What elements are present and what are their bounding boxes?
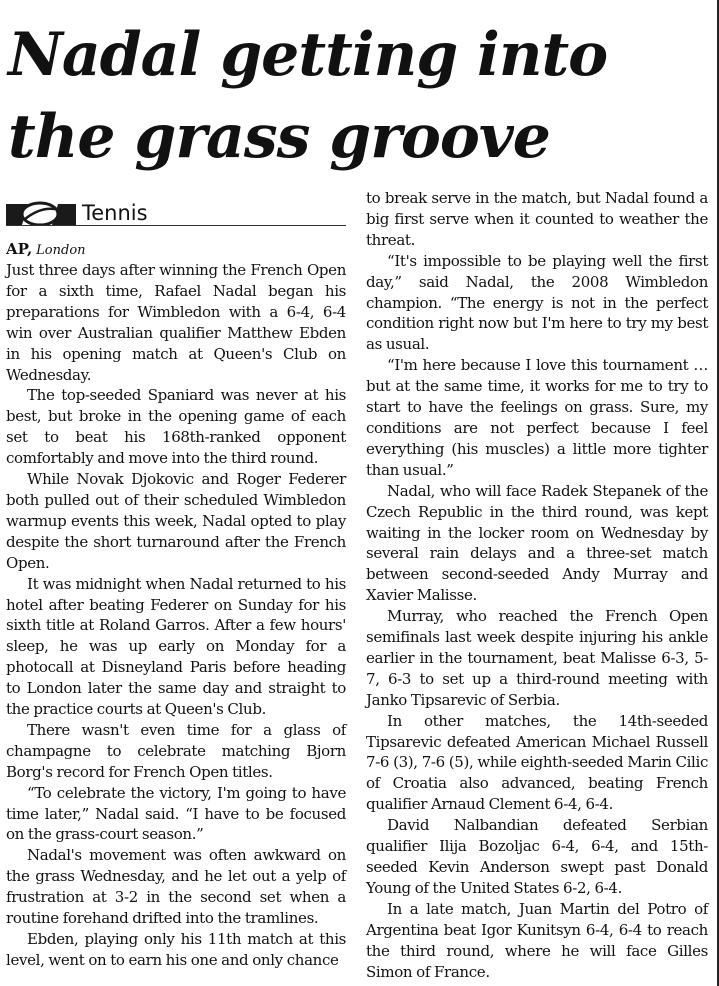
headline: Nadal getting into the grass groove [8, 20, 608, 172]
tennis-logo-graphic [6, 201, 76, 225]
paragraph: “To celebrate the victory, I'm going to have time later,” Nadal said. “I have to be focused on the grass-court season.” [6, 783, 346, 844]
byline-city: London [36, 243, 86, 258]
paragraph: Nadal, who will face Radek Stepanek of the Czech Republic in the third round, was kept waiting in the locker room on Wednesday by several rain delays and a three-set match between second-seeded Andy Murray and Xavier Malisse. [366, 481, 708, 605]
paragraph: There wasn't even time for a glass of champagne to celebrate matching Bjorn Borg's record for French Open titles. [6, 720, 346, 781]
paragraph: Murray, who reached the French Open semifinals last week despite injuring his ankle earlier in the tournament, beat Malisse 6-3, 5-7, 6-3 to set up a third-round meeting with Janko Tipsarevic of Serbia. [366, 607, 708, 709]
paragraph: Just three days after winning the French Open for a sixth time, Rafael Nadal began his preparations for Wimbledon with a 6-4, 6-4 win over Australian qualifier Matthew Ebden in his opening match at Queen's Club on Wednesday. [6, 261, 346, 384]
paragraph: In a late match, Juan Martin del Potro of Argentina beat Igor Kunitsyn 6-4, 6-4 to reach the third round, where he will face Gilles Simon of France. [366, 899, 708, 981]
paragraph: Nadal's movement was often awkward on the grass Wednesday, and he let out a yelp of frustration at 3-2 in the second set when a routine forehand drifted into the tramlines. [6, 846, 346, 928]
byline [6, 240, 346, 260]
tennis-ball-icon [6, 201, 76, 225]
paragraph: “I'm here because I love this tournament … but at the same time, it works for me to try to start to have the feelings on grass. Sure, my conditions are not perfect because I feel everything (his muscles) a little more tighter than usual.” [366, 356, 708, 479]
paragraph: to break serve in the match, but Nadal found a big first serve when it counted to weather the threat. [366, 189, 708, 249]
paragraph: It was midnight when Nadal returned to his hotel after beating Federer on Sunday for his sixth title at Roland Garros. After a few hours' sleep, he was up early on Monday for a photocall at Disneyland Paris before heading to London later the same day and straight to the practice courts at Queen's Club. [6, 574, 346, 719]
paragraph: “It's impossible to be playing well the first day,” said Nadal, the 2008 Wimbledon champion. “The energy is not in the perfect condition right now but I'm here to try my best as usual. [366, 251, 708, 354]
paragraph: Ebden, playing only his 11th match at this level, went on to earn his one and only chance [6, 930, 346, 969]
paragraph: While Novak Djokovic and Roger Federer both pulled out of their scheduled Wimbledon warmup events this week, Nadal opted to play despite the short turnaround after the French Open. [6, 470, 346, 572]
byline-agency: AP, [6, 240, 33, 258]
right-column [366, 188, 708, 982]
paragraph: The top-seeded Spaniard was never at his best, but broke in the opening game of each set to beat his 168th-ranked opponent comfortably and move into the third round. [6, 386, 346, 468]
paragraph: David Nalbandian defeated Serbian qualifier Ilija Bozoljac 6-4, 6-4, and 15th-seeded Kevin Anderson swept past Donald Young of the United States 6-2, 6-4. [366, 816, 708, 897]
section-label: Tennis [82, 201, 148, 225]
section-header [6, 193, 346, 226]
paragraph: In other matches, the 14th-seeded Tipsarevic defeated American Michael Russell 7-6 (3), 7-6 (5), while eighth-seeded Marin Cilic of Croatia also advanced, beating French qualifier Arnaud Clement 6-4, 6-4. [366, 711, 708, 814]
left-column [6, 193, 346, 971]
